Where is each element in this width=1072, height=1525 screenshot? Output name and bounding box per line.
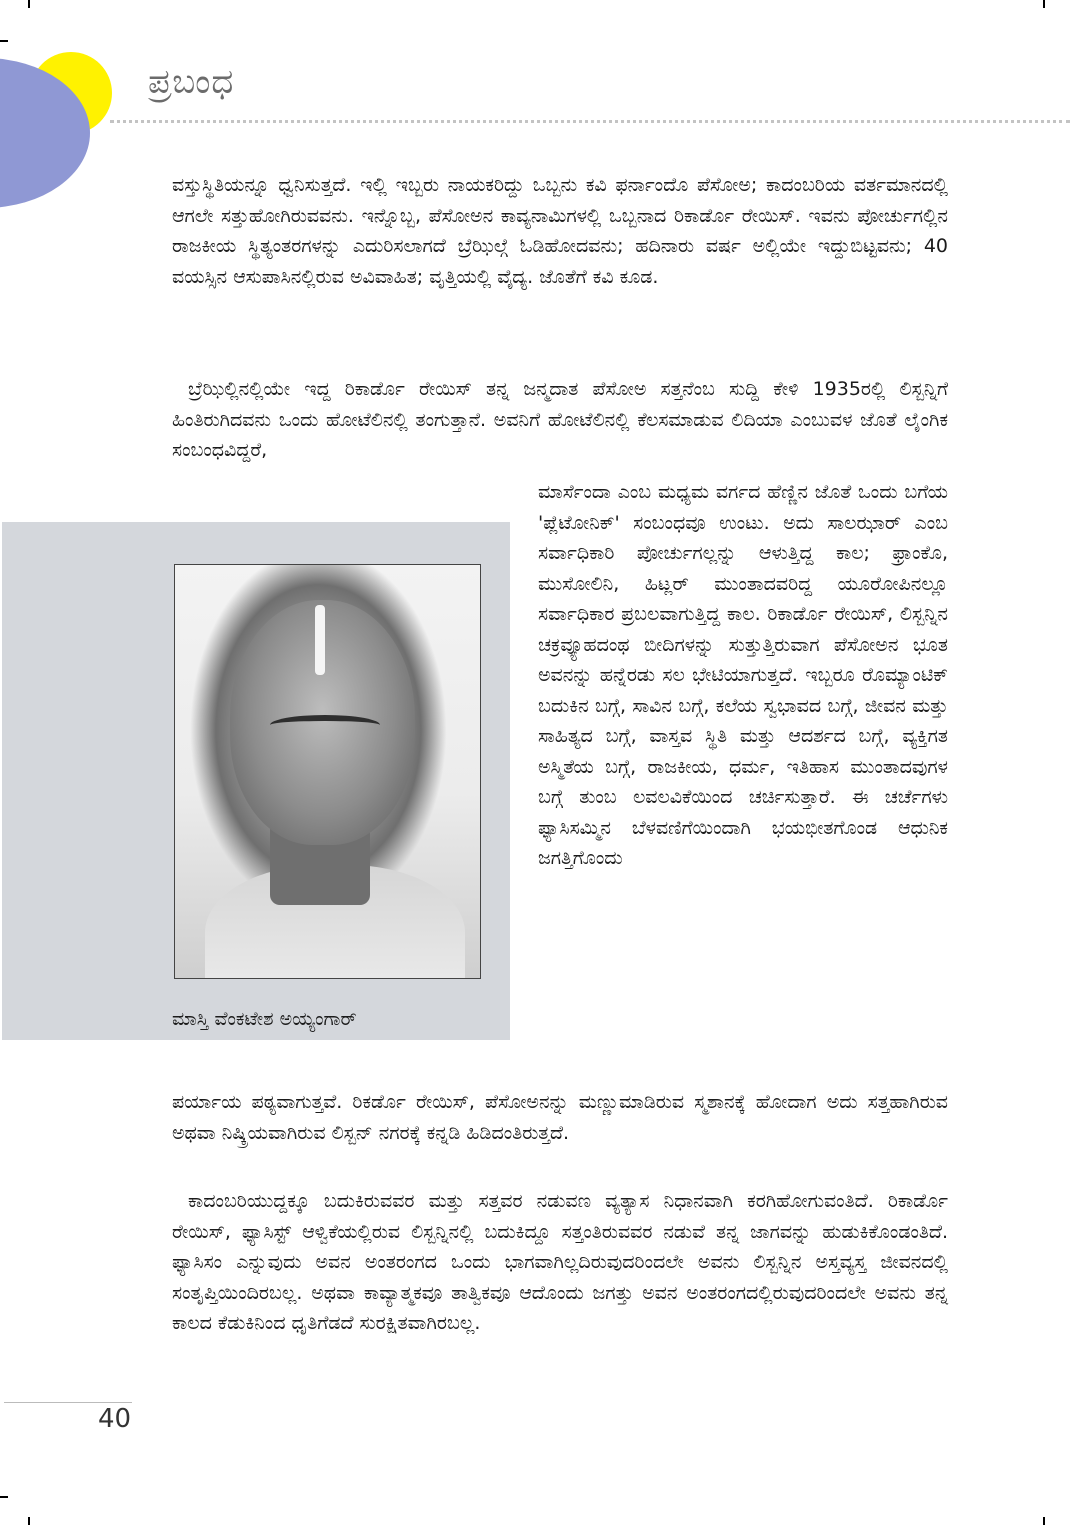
photo-panel (2, 522, 510, 1040)
photo-caption: ಮಾಸ್ತಿ ವೆಂಕಟೇಶ ಅಯ್ಯಂಗಾರ್ (172, 1008, 357, 1030)
crop-mark-left-lower (0, 1496, 8, 1498)
page-number: 40 (98, 1404, 132, 1434)
crop-mark-bottom-right (1043, 1517, 1045, 1525)
portrait-forehead-mark (315, 605, 325, 675)
section-title: ಪ್ರಬಂಧ (148, 62, 235, 102)
crop-mark-top-right (1043, 0, 1045, 8)
portrait-photo (174, 564, 481, 979)
body-paragraph-3: ಕಾದಂಬರಿಯುದ್ದಕ್ಕೂ ಬದುಕಿರುವವರ ಮತ್ತು ಸತ್ತವರ ನಡುವಣ ವ್ಯತ್ಯಾಸ ನಿಧಾನವಾಗಿ ಕರಗಿಹೋಗುವಂತಿದೆ. ರಿಕಾರ್ಡೊ ರೇಯಿಸ್, ಫ್ಯಾಸಿಸ್ಟ್ ಆಳ್ವಿಕೆಯಲ್ಲಿರುವ ಲಿಸ್ಬನ್ನಿನಲ್ಲಿ ಬದುಕಿದ್ದೂ ಸತ್ತಂತಿರುವವರ ನಡುವೆ ತನ್ನ ಜಾಗವನ್ನು ಹುಡುಕಿಕೊಂಡಂತಿದೆ. ಫ್ಯಾಸಿಸಂ ಎನ್ನುವುದು ಅವನ ಅಂತರಂಗದ ಒಂದು ಭಾಗವಾಗಿಲ್ಲದಿರುವುದರಿಂದಲೇ ಅವನು ಲಿಸ್ಬನ್ನಿನ ಅಸ್ತವ್ಯಸ್ತ ಜೀವನದಲ್ಲಿ ಸಂತೃಪ್ತಿಯಿಂದಿರಬಲ್ಲ. ಅಥವಾ ಕಾವ್ಯಾತ್ಮಕವೂ ತಾತ್ವಿಕವೂ ಆದೊಂದು ಜಗತ್ತು ಅವನ ಅಂತರಂಗದಲ್ಲಿರುವುದರಿಂದಲೇ ಅವನು ತನ್ನ ಕಾಲದ ಕೆಡುಕಿನಿಂದ ಧೃತಿಗೆಡದೆ ಸುರಕ್ಷಿತವಾಗಿರಬಲ್ಲ. (172, 1190, 948, 1334)
body-paragraph-1: ವಸ್ತುಸ್ಥಿತಿಯನ್ನೂ ಧ್ವನಿಸುತ್ತದೆ. ಇಲ್ಲಿ ಇಬ್ಬರು ನಾಯಕರಿದ್ದು ಒಬ್ಬನು ಕವಿ ಫರ್ನಾಂದೊ ಪೆಸೋಅ; ಕಾದಂಬರಿಯ ವರ್ತಮಾನದಲ್ಲಿ ಆಗಲೇ ಸತ್ತುಹೋಗಿರುವವನು. ಇನ್ನೊಬ್ಬ, ಪೆಸೋಅನ ಕಾವ್ಯನಾಮಿಗಳಲ್ಲಿ ಒಬ್ಬನಾದ ರಿಕಾರ್ಡೊ ರೇಯಿಸ್. ಇವನು ಪೋರ್ಚುಗಲ್ಲಿನ ರಾಜಕೀಯ ಸ್ಥಿತ್ಯಂತರಗಳನ್ನು ಎದುರಿಸಲಾಗದೆ ಬ್ರೆಝಿಲ್ಗೆ ಓಡಿಹೋದವನು; ಹದಿನಾರು ವರ್ಷ ಅಲ್ಲಿಯೇ ಇದ್ದುಬಿಟ್ಟವನು; 40 ವಯಸ್ಸಿನ ಆಸುಪಾಸಿನಲ್ಲಿರುವ ಅವಿವಾಹಿತ; ವೃತ್ತಿಯಲ್ಲಿ ವೈದ್ಯ. ಜೊತೆಗೆ ಕವಿ ಕೂಡ. (172, 174, 948, 288)
body-paragraph-2-column: ಮಾರ್ಸೆಂದಾ ಎಂಬ ಮಧ್ಯಮ ವರ್ಗದ ಹೆಣ್ಣಿನ ಜೊತೆ ಒಂದು ಬಗೆಯ 'ಪ್ಲೆಟೋನಿಕ್' ಸಂಬಂಧವೂ ಉಂಟು. ಅದು ಸಾಲಝಾರ್ ಎಂಬ ಸರ್ವಾಧಿಕಾರಿ ಪೋರ್ಚುಗಲ್ಲನ್ನು ಆಳುತ್ತಿದ್ದ ಕಾಲ; ಫ್ರಾಂಕೊ, ಮುಸೋಲಿನಿ, ಹಿಟ್ಲರ್ ಮುಂತಾದವರಿದ್ದ ಯೂರೋಪಿನಲ್ಲೂ ಸರ್ವಾಧಿಕಾರ ಪ್ರಬಲವಾಗುತ್ತಿದ್ದ ಕಾಲ. ರಿಕಾರ್ಡೊ ರೇಯಿಸ್, ಲಿಸ್ಬನ್ನಿನ ಚಕ್ರವ್ಯೂಹದಂಥ ಬೀದಿಗಳನ್ನು ಸುತ್ತುತ್ತಿರುವಾಗ ಪೆಸೋಅನ ಭೂತ ಅವನನ್ನು ಹನ್ನೆರಡು ಸಲ ಭೇಟಿಯಾಗುತ್ತದೆ. ಇಬ್ಬರೂ ರೊಮ್ಯಾಂಟಿಕ್ ಬದುಕಿನ ಬಗ್ಗೆ, ಸಾವಿನ ಬಗ್ಗೆ, ಕಲೆಯ ಸ್ವಭಾವದ ಬಗ್ಗೆ, ಜೀವನ ಮತ್ತು ಸಾಹಿತ್ಯದ ಬಗ್ಗೆ, ವಾಸ್ತವ ಸ್ಥಿತಿ ಮತ್ತು ಆದರ್ಶದ ಬಗ್ಗೆ, ವ್ಯಕ್ತಿಗತ ಅಸ್ಮಿತೆಯ ಬಗ್ಗೆ, ರಾಜಕೀಯ, ಧರ್ಮ, ಇತಿಹಾಸ ಮುಂತಾದವುಗಳ ಬಗ್ಗೆ ತುಂಬ ಲವಲವಿಕೆಯಿಂದ ಚರ್ಚಿಸುತ್ತಾರೆ. ಈ ಚರ್ಚೆಗಳು ಫ್ಯಾಸಿಸಮ್ಮಿನ ಬೆಳವಣಿಗೆಯಿಂದಾಗಿ ಭಯಭೀತಗೊಂಡ ಆಧುನಿಕ ಜಗತ್ತಿಗೊಂದು (538, 481, 948, 869)
page-number-rule (4, 1402, 132, 1403)
crop-mark-top-left (28, 0, 30, 8)
body-paragraph-2: ಬ್ರೆಝಿಲ್ಲಿನಲ್ಲಿಯೇ ಇದ್ದ ರಿಕಾರ್ಡೊ ರೇಯಿಸ್ ತನ್ನ ಜನ್ಮದಾತ ಪೆಸೋಅ ಸತ್ತನೆಂಬ ಸುದ್ದಿ ಕೇಳಿ 1935ರಲ್ಲಿ ಲಿಸ್ಬನ್ನಿಗೆ ಹಿಂತಿರುಗಿದವನು ಒಂದು ಹೋಟೆಲಿನಲ್ಲಿ ತಂಗುತ್ತಾನೆ. ಅವನಿಗೆ ಹೋಟೆಲಿನಲ್ಲಿ ಕೆಲಸಮಾಡುವ ಲಿದಿಯಾ ಎಂಬುವಳ ಜೊತೆ ಲೈಂಗಿಕ ಸಂಬಂಧವಿದ್ದರೆ, (172, 378, 948, 461)
body-paragraph-2-continued: ಪರ್ಯಾಯ ಪಠ್ಯವಾಗುತ್ತವೆ. ರಿಕರ್ಡೊ ರೇಯಿಸ್, ಪೆಸೋಅನನ್ನು ಮಣ್ಣುಮಾಡಿರುವ ಸ್ಮಶಾನಕ್ಕೆ ಹೋದಾಗ ಅದು ಸತ್ತಹಾಗಿರುವ ಅಥವಾ ನಿಷ್ಕ್ರಿಯವಾಗಿರುವ ಲಿಸ್ಬನ್ ನಗರಕ್ಕೆ ಕನ್ನಡಿ ಹಿಡಿದಂತಿರುತ್ತದೆ. (172, 1091, 948, 1144)
header-dotted-rule (110, 120, 1070, 123)
crop-mark-bottom-left (28, 1517, 30, 1525)
crop-mark-left-upper (0, 40, 8, 42)
portrait-eyes (270, 715, 380, 735)
